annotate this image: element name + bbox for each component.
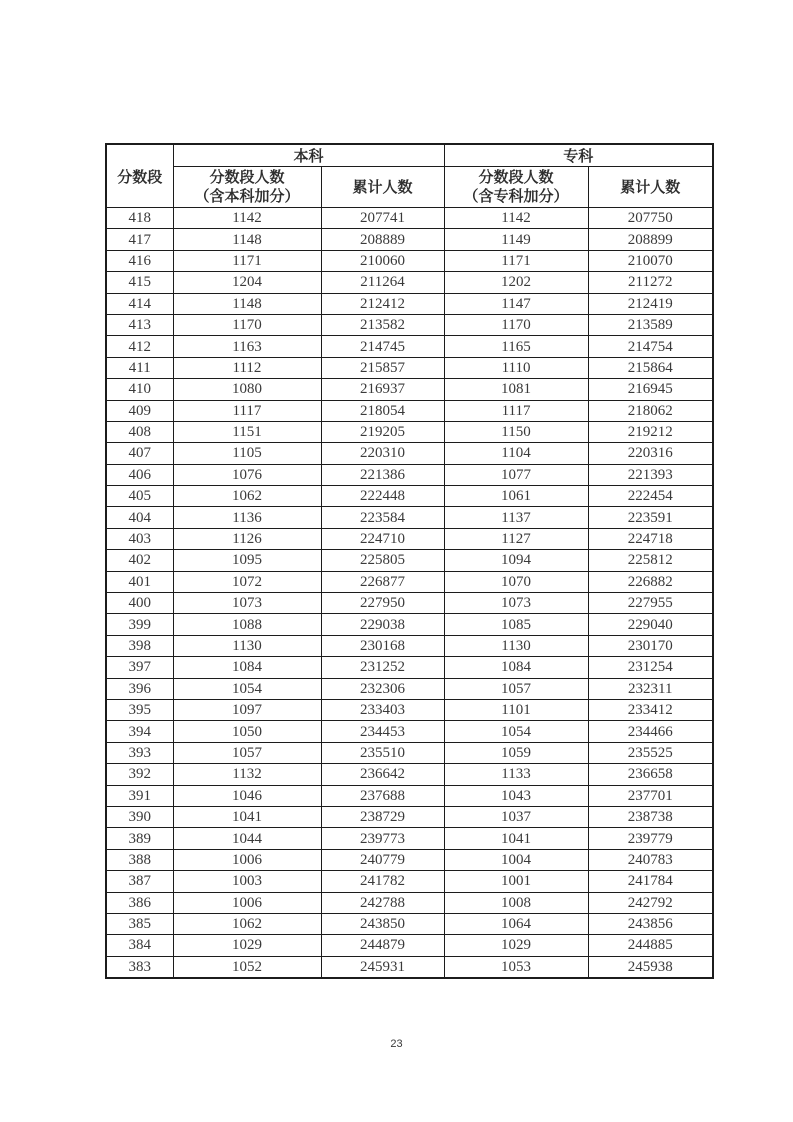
cell-score-segment: 413 <box>106 314 173 335</box>
cell-score-segment: 412 <box>106 336 173 357</box>
cell-zhuanke-count: 1117 <box>444 400 588 421</box>
table-row <box>106 528 713 549</box>
cell-benke-count: 1044 <box>173 828 321 849</box>
table-row <box>106 314 713 335</box>
cell-benke-cumulative: 212412 <box>321 293 444 314</box>
cell-benke-count: 1062 <box>173 913 321 934</box>
cell-benke-cumulative: 226877 <box>321 571 444 592</box>
cell-benke-count: 1163 <box>173 336 321 357</box>
cell-zhuanke-count: 1094 <box>444 550 588 571</box>
cell-zhuanke-count: 1142 <box>444 208 588 229</box>
cell-zhuanke-count: 1004 <box>444 849 588 870</box>
table-row <box>106 785 713 806</box>
cell-benke-cumulative: 232306 <box>321 678 444 699</box>
header-zhuanke-cumulative: 累计人数 <box>588 167 713 208</box>
cell-zhuanke-cumulative: 242792 <box>588 892 713 913</box>
cell-benke-count: 1072 <box>173 571 321 592</box>
table-row <box>106 699 713 720</box>
cell-zhuanke-cumulative: 213589 <box>588 314 713 335</box>
cell-zhuanke-cumulative: 234466 <box>588 721 713 742</box>
cell-score-segment: 394 <box>106 721 173 742</box>
cell-zhuanke-count: 1008 <box>444 892 588 913</box>
cell-zhuanke-cumulative: 221393 <box>588 464 713 485</box>
cell-score-segment: 401 <box>106 571 173 592</box>
cell-zhuanke-count: 1043 <box>444 785 588 806</box>
table-row <box>106 550 713 571</box>
cell-benke-count: 1170 <box>173 314 321 335</box>
cell-score-segment: 416 <box>106 250 173 271</box>
cell-score-segment: 407 <box>106 443 173 464</box>
header-benke-cumulative: 累计人数 <box>321 167 444 208</box>
table-row <box>106 742 713 763</box>
cell-score-segment: 399 <box>106 614 173 635</box>
cell-zhuanke-cumulative: 225812 <box>588 550 713 571</box>
cell-score-segment: 383 <box>106 956 173 978</box>
cell-benke-cumulative: 233403 <box>321 699 444 720</box>
cell-benke-count: 1057 <box>173 742 321 763</box>
cell-score-segment: 397 <box>106 657 173 678</box>
header-score-segment: 分数段 <box>106 144 173 208</box>
cell-benke-cumulative: 220310 <box>321 443 444 464</box>
cell-benke-count: 1142 <box>173 208 321 229</box>
table-row <box>106 764 713 785</box>
cell-benke-cumulative: 208889 <box>321 229 444 250</box>
cell-score-segment: 386 <box>106 892 173 913</box>
cell-zhuanke-count: 1147 <box>444 293 588 314</box>
table-row <box>106 657 713 678</box>
cell-zhuanke-count: 1057 <box>444 678 588 699</box>
cell-zhuanke-cumulative: 227955 <box>588 593 713 614</box>
cell-benke-count: 1132 <box>173 764 321 785</box>
cell-zhuanke-count: 1165 <box>444 336 588 357</box>
cell-zhuanke-cumulative: 232311 <box>588 678 713 699</box>
table-row <box>106 293 713 314</box>
table-row <box>106 464 713 485</box>
cell-zhuanke-count: 1127 <box>444 528 588 549</box>
cell-zhuanke-cumulative: 216945 <box>588 379 713 400</box>
cell-benke-count: 1117 <box>173 400 321 421</box>
cell-zhuanke-count: 1041 <box>444 828 588 849</box>
cell-benke-count: 1126 <box>173 528 321 549</box>
cell-benke-count: 1076 <box>173 464 321 485</box>
cell-zhuanke-count: 1059 <box>444 742 588 763</box>
cell-zhuanke-cumulative: 237701 <box>588 785 713 806</box>
cell-benke-cumulative: 242788 <box>321 892 444 913</box>
cell-score-segment: 410 <box>106 379 173 400</box>
cell-zhuanke-cumulative: 218062 <box>588 400 713 421</box>
table-row <box>106 913 713 934</box>
table-row <box>106 486 713 507</box>
cell-zhuanke-cumulative: 222454 <box>588 486 713 507</box>
cell-benke-cumulative: 239773 <box>321 828 444 849</box>
cell-benke-count: 1073 <box>173 593 321 614</box>
cell-score-segment: 384 <box>106 935 173 956</box>
cell-zhuanke-count: 1150 <box>444 421 588 442</box>
cell-benke-count: 1148 <box>173 229 321 250</box>
cell-zhuanke-count: 1137 <box>444 507 588 528</box>
cell-benke-cumulative: 235510 <box>321 742 444 763</box>
cell-benke-cumulative: 210060 <box>321 250 444 271</box>
table-row <box>106 400 713 421</box>
cell-zhuanke-count: 1202 <box>444 272 588 293</box>
cell-score-segment: 388 <box>106 849 173 870</box>
cell-score-segment: 385 <box>106 913 173 934</box>
cell-zhuanke-count: 1081 <box>444 379 588 400</box>
cell-zhuanke-cumulative: 219212 <box>588 421 713 442</box>
cell-zhuanke-count: 1064 <box>444 913 588 934</box>
cell-zhuanke-count: 1085 <box>444 614 588 635</box>
cell-benke-count: 1130 <box>173 635 321 656</box>
table-row <box>106 379 713 400</box>
cell-zhuanke-count: 1054 <box>444 721 588 742</box>
cell-benke-cumulative: 215857 <box>321 357 444 378</box>
table-row <box>106 614 713 635</box>
cell-zhuanke-count: 1029 <box>444 935 588 956</box>
header-zhuanke-count-line1: 分数段人数 <box>478 169 554 186</box>
cell-benke-count: 1003 <box>173 871 321 892</box>
header-benke-count-line1: 分数段人数 <box>209 169 285 186</box>
cell-score-segment: 411 <box>106 357 173 378</box>
cell-benke-count: 1105 <box>173 443 321 464</box>
table-row <box>106 956 713 978</box>
cell-benke-cumulative: 211264 <box>321 272 444 293</box>
cell-zhuanke-cumulative: 211272 <box>588 272 713 293</box>
cell-zhuanke-cumulative: 215864 <box>588 357 713 378</box>
cell-benke-count: 1052 <box>173 956 321 978</box>
cell-zhuanke-cumulative: 220316 <box>588 443 713 464</box>
cell-benke-cumulative: 207741 <box>321 208 444 229</box>
cell-zhuanke-count: 1073 <box>444 593 588 614</box>
table-row <box>106 806 713 827</box>
cell-benke-cumulative: 236642 <box>321 764 444 785</box>
cell-score-segment: 387 <box>106 871 173 892</box>
cell-benke-cumulative: 240779 <box>321 849 444 870</box>
cell-benke-count: 1084 <box>173 657 321 678</box>
cell-zhuanke-count: 1171 <box>444 250 588 271</box>
cell-zhuanke-cumulative: 239779 <box>588 828 713 849</box>
cell-benke-cumulative: 243850 <box>321 913 444 934</box>
cell-benke-count: 1006 <box>173 849 321 870</box>
cell-zhuanke-cumulative: 230170 <box>588 635 713 656</box>
cell-zhuanke-count: 1084 <box>444 657 588 678</box>
header-zhuanke-count <box>444 167 588 208</box>
table-row <box>106 593 713 614</box>
cell-benke-cumulative: 218054 <box>321 400 444 421</box>
cell-zhuanke-cumulative: 231254 <box>588 657 713 678</box>
table-row <box>106 849 713 870</box>
cell-zhuanke-cumulative: 224718 <box>588 528 713 549</box>
cell-score-segment: 402 <box>106 550 173 571</box>
cell-score-segment: 405 <box>106 486 173 507</box>
cell-score-segment: 418 <box>106 208 173 229</box>
cell-benke-cumulative: 214745 <box>321 336 444 357</box>
header-zhuanke-group: 专科 <box>444 144 713 167</box>
table-row <box>106 635 713 656</box>
cell-benke-count: 1041 <box>173 806 321 827</box>
cell-score-segment: 393 <box>106 742 173 763</box>
cell-score-segment: 395 <box>106 699 173 720</box>
cell-zhuanke-count: 1101 <box>444 699 588 720</box>
cell-benke-cumulative: 245931 <box>321 956 444 978</box>
cell-score-segment: 408 <box>106 421 173 442</box>
table-row <box>106 507 713 528</box>
cell-benke-count: 1006 <box>173 892 321 913</box>
cell-benke-cumulative: 227950 <box>321 593 444 614</box>
cell-benke-cumulative: 229038 <box>321 614 444 635</box>
cell-benke-cumulative: 225805 <box>321 550 444 571</box>
table-row <box>106 571 713 592</box>
cell-zhuanke-cumulative: 207750 <box>588 208 713 229</box>
cell-benke-count: 1029 <box>173 935 321 956</box>
cell-score-segment: 398 <box>106 635 173 656</box>
cell-benke-count: 1148 <box>173 293 321 314</box>
score-table-body <box>106 208 713 979</box>
header-zhuanke-count-line2: （含专科加分） <box>463 188 569 205</box>
cell-benke-cumulative: 222448 <box>321 486 444 507</box>
cell-zhuanke-count: 1104 <box>444 443 588 464</box>
cell-score-segment: 390 <box>106 806 173 827</box>
cell-zhuanke-cumulative: 245938 <box>588 956 713 978</box>
cell-zhuanke-count: 1130 <box>444 635 588 656</box>
cell-benke-count: 1046 <box>173 785 321 806</box>
cell-zhuanke-cumulative: 214754 <box>588 336 713 357</box>
cell-score-segment: 391 <box>106 785 173 806</box>
table-row <box>106 357 713 378</box>
cell-zhuanke-count: 1149 <box>444 229 588 250</box>
cell-benke-count: 1136 <box>173 507 321 528</box>
cell-zhuanke-cumulative: 240783 <box>588 849 713 870</box>
cell-zhuanke-cumulative: 235525 <box>588 742 713 763</box>
cell-zhuanke-cumulative: 241784 <box>588 871 713 892</box>
cell-score-segment: 417 <box>106 229 173 250</box>
cell-benke-count: 1050 <box>173 721 321 742</box>
cell-zhuanke-count: 1061 <box>444 486 588 507</box>
cell-benke-count: 1062 <box>173 486 321 507</box>
cell-score-segment: 396 <box>106 678 173 699</box>
cell-benke-cumulative: 238729 <box>321 806 444 827</box>
cell-zhuanke-cumulative: 243856 <box>588 913 713 934</box>
page-number: 23 <box>390 1038 403 1050</box>
header-benke-count-line2: （含本科加分） <box>194 188 300 205</box>
table-row <box>106 443 713 464</box>
cell-score-segment: 409 <box>106 400 173 421</box>
cell-benke-count: 1112 <box>173 357 321 378</box>
cell-benke-count: 1095 <box>173 550 321 571</box>
cell-benke-cumulative: 216937 <box>321 379 444 400</box>
cell-benke-cumulative: 230168 <box>321 635 444 656</box>
table-row <box>106 678 713 699</box>
cell-benke-cumulative: 223584 <box>321 507 444 528</box>
cell-score-segment: 392 <box>106 764 173 785</box>
cell-zhuanke-count: 1001 <box>444 871 588 892</box>
header-benke-count <box>173 167 321 208</box>
table-row <box>106 421 713 442</box>
table-row <box>106 272 713 293</box>
cell-score-segment: 403 <box>106 528 173 549</box>
cell-benke-cumulative: 219205 <box>321 421 444 442</box>
cell-score-segment: 389 <box>106 828 173 849</box>
table-row <box>106 208 713 229</box>
cell-benke-count: 1151 <box>173 421 321 442</box>
cell-zhuanke-cumulative: 236658 <box>588 764 713 785</box>
cell-score-segment: 404 <box>106 507 173 528</box>
cell-benke-count: 1204 <box>173 272 321 293</box>
table-row <box>106 935 713 956</box>
cell-benke-cumulative: 237688 <box>321 785 444 806</box>
cell-zhuanke-count: 1053 <box>444 956 588 978</box>
cell-zhuanke-cumulative: 238738 <box>588 806 713 827</box>
cell-zhuanke-cumulative: 229040 <box>588 614 713 635</box>
cell-score-segment: 414 <box>106 293 173 314</box>
cell-zhuanke-count: 1070 <box>444 571 588 592</box>
cell-benke-count: 1054 <box>173 678 321 699</box>
table-row <box>106 892 713 913</box>
table-row <box>106 871 713 892</box>
cell-score-segment: 415 <box>106 272 173 293</box>
cell-zhuanke-cumulative: 226882 <box>588 571 713 592</box>
cell-zhuanke-count: 1077 <box>444 464 588 485</box>
cell-zhuanke-count: 1037 <box>444 806 588 827</box>
table-row <box>106 250 713 271</box>
table-row <box>106 229 713 250</box>
table-row <box>106 721 713 742</box>
table-header <box>106 144 713 208</box>
cell-zhuanke-cumulative: 244885 <box>588 935 713 956</box>
cell-benke-cumulative: 224710 <box>321 528 444 549</box>
cell-zhuanke-cumulative: 223591 <box>588 507 713 528</box>
cell-zhuanke-count: 1170 <box>444 314 588 335</box>
table-row <box>106 828 713 849</box>
cell-zhuanke-cumulative: 208899 <box>588 229 713 250</box>
cell-benke-cumulative: 213582 <box>321 314 444 335</box>
cell-zhuanke-cumulative: 233412 <box>588 699 713 720</box>
cell-benke-cumulative: 234453 <box>321 721 444 742</box>
cell-zhuanke-count: 1110 <box>444 357 588 378</box>
cell-benke-cumulative: 221386 <box>321 464 444 485</box>
cell-benke-count: 1097 <box>173 699 321 720</box>
score-segment-table <box>105 143 714 979</box>
cell-benke-cumulative: 244879 <box>321 935 444 956</box>
cell-zhuanke-cumulative: 212419 <box>588 293 713 314</box>
cell-benke-count: 1088 <box>173 614 321 635</box>
cell-benke-cumulative: 231252 <box>321 657 444 678</box>
header-benke-group: 本科 <box>173 144 444 167</box>
cell-zhuanke-count: 1133 <box>444 764 588 785</box>
cell-benke-count: 1171 <box>173 250 321 271</box>
cell-benke-count: 1080 <box>173 379 321 400</box>
table-row <box>106 336 713 357</box>
cell-zhuanke-cumulative: 210070 <box>588 250 713 271</box>
cell-score-segment: 400 <box>106 593 173 614</box>
cell-score-segment: 406 <box>106 464 173 485</box>
cell-benke-cumulative: 241782 <box>321 871 444 892</box>
